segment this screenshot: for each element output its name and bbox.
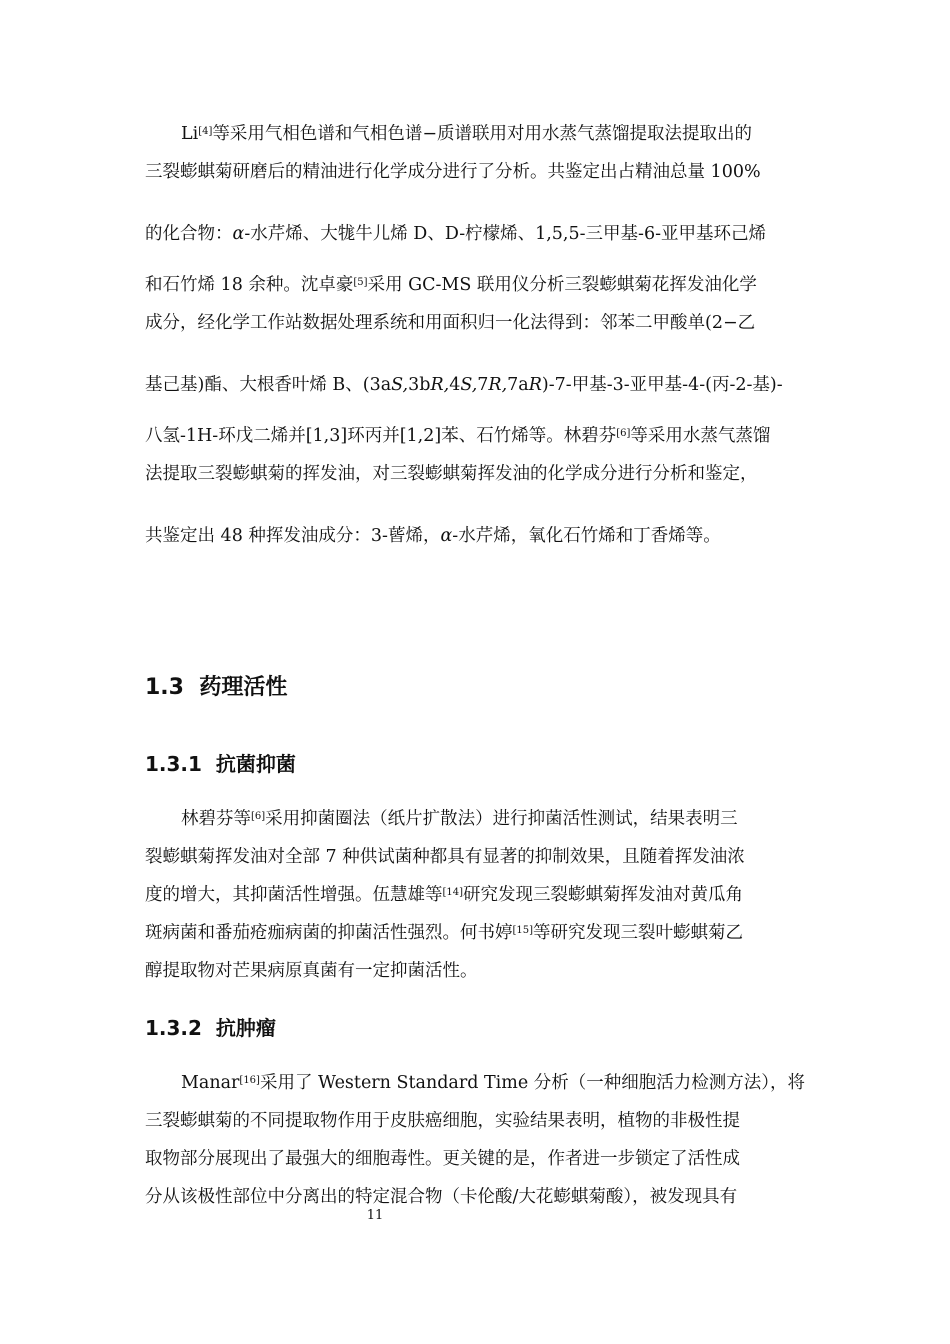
paragraph-line: 度的增大，其抑菌活性增强。伍慧雄等[14]研究发现三裂蟛蜞菊挥发油对黄瓜角 — [145, 885, 744, 905]
paragraph-line: 共鉴定出 48 种挥发油成分：3-蒈烯，α-水芹烯，氧化石竹烯和丁香烯等。 — [145, 526, 721, 546]
paragraph-line: 斑病菌和番茄疮痂病菌的抑菌活性强烈。何书婷[15]等研究发现三裂叶蟛蜞菊乙 — [145, 923, 744, 943]
paragraph-line: 法提取三裂蟛蜞菊的挥发油，对三裂蟛蜞菊挥发油的化学成分进行分析和鉴定， — [145, 464, 758, 484]
paragraph-line: 基己基)酯、大根香叶烯 B、(3aS,3bR,4S,7R,7aR)-7-甲基-3-亚甲基-4-(丙-2-基)- — [145, 375, 783, 395]
paragraph-line: 分从该极性部位中分离出的特定混合物（卡伦酸/大花蟛蜞菊酸），被发现具有 — [145, 1187, 738, 1207]
citation: [6] — [616, 428, 631, 439]
paragraph-line: 和石竹烯 18 余种。沈卓豪[5]采用 GC-MS 联用仪分析三裂蟛蜞菊花挥发油化学 — [145, 275, 757, 295]
citation: [5] — [353, 277, 368, 288]
paragraph-line: 取物部分展现出了最强大的细胞毒性。更关键的是，作者进一步锁定了活性成 — [145, 1149, 740, 1169]
citation: [4] — [198, 126, 213, 137]
citation: [15] — [512, 925, 534, 936]
paragraph-line: 裂蟛蜞菊挥发油对全部 7 种供试菌种都具有显著的抑制效果，且随着挥发油浓 — [145, 847, 745, 867]
section-heading: 1.3 药理活性 — [145, 675, 288, 700]
citation: [6] — [251, 811, 266, 822]
page-number: 11 — [366, 1208, 384, 1223]
paragraph-line: Manar[16]采用了 Western Standard Time 分析（一种细胞活力检测方法），将 — [181, 1073, 806, 1093]
citation: [16] — [239, 1075, 260, 1086]
citation: [14] — [442, 887, 464, 898]
paragraph-line: Li[4]等采用气相色谱和气相色谱−质谱联用对用水蒸气蒸馏提取法提取出的 — [181, 124, 753, 144]
paragraph-line: 八氢-1H-环戊二烯并[1,3]环丙并[1,2]苯、石竹烯等。林碧芬[6]等采用水蒸气蒸馏 — [145, 426, 771, 446]
subsection-heading: 1.3.2 抗肿瘤 — [145, 1016, 276, 1040]
paragraph-line: 成分，经化学工作站数据处理系统和用面积归一化法得到：邻苯二甲酸单(2−乙 — [145, 313, 756, 333]
paragraph-line: 三裂蟛蜞菊的不同提取物作用于皮肤癌细胞，实验结果表明，植物的非极性提 — [145, 1111, 740, 1131]
paragraph-line: 醇提取物对芒果病原真菌有一定抑菌活性。 — [145, 961, 478, 981]
paragraph-line: 的化合物：α-水芹烯、大牻牛儿烯 D、D-柠檬烯、1,5,5-三甲基-6-亚甲基环己烯 — [145, 224, 767, 244]
subsection-heading: 1.3.1 抗菌抑菌 — [145, 752, 296, 776]
paragraph-line: 三裂蟛蜞菊研磨后的精油进行化学成分进行了分析。共鉴定出占精油总量 100% — [145, 162, 761, 182]
paragraph-line: 林碧芬等[6]采用抑菌圈法（纸片扩散法）进行抑菌活性测试，结果表明三 — [181, 809, 738, 829]
